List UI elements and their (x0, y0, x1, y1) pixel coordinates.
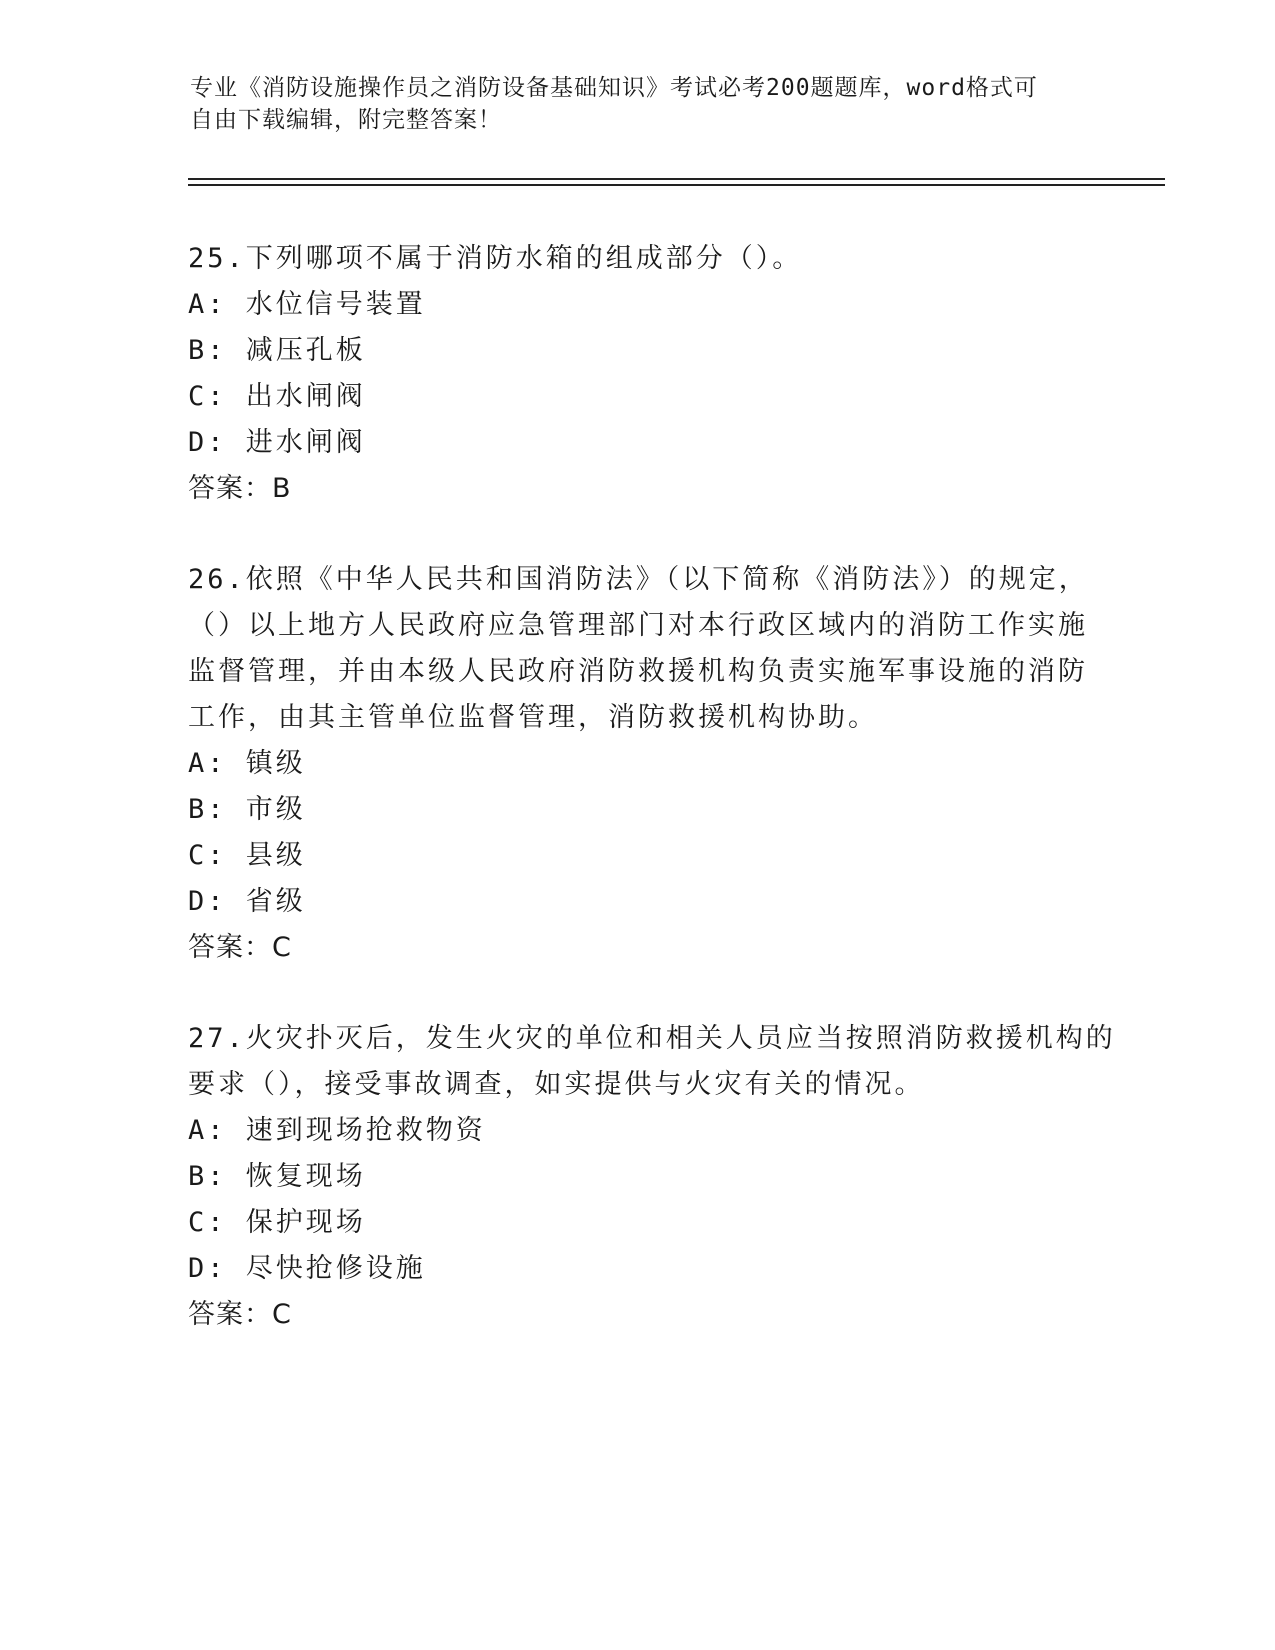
answer-line: 答案：C (188, 932, 292, 963)
question-stem-continued: 工作，由其主管单位监督管理，消防救援机构协助。 (188, 702, 878, 733)
header-divider-bottom (188, 184, 1165, 186)
option-c: C: 出水闸阀 (188, 381, 366, 412)
option-b: B: 市级 (188, 794, 306, 825)
question-stem-continued: （）以上地方人民政府应急管理部门对本行政区域内的消防工作实施 (188, 610, 1088, 641)
option-d: D: 进水闸阀 (188, 427, 366, 458)
option-d: D: 尽快抢修设施 (188, 1253, 426, 1284)
option-b: B: 恢复现场 (188, 1161, 366, 1192)
question-stem-continued: 监督管理，并由本级人民政府消防救援机构负责实施军事设施的消防 (188, 656, 1088, 687)
question-stem-continued: 要求（），接受事故调查，如实提供与火灾有关的情况。 (188, 1069, 925, 1100)
document-header (190, 72, 1090, 136)
header-line-1: 专业《消防设施操作员之消防设备基础知识》考试必考200题题库，word格式可 (190, 75, 1038, 101)
question-27 (188, 1016, 1116, 1338)
question-stem: 27.火灾扑灭后，发生火灾的单位和相关人员应当按照消防救援机构的 (188, 1023, 1116, 1054)
question-stem: 26.依照《中华人民共和国消防法》（以下简称《消防法》）的规定， (188, 564, 1089, 595)
option-d: D: 省级 (188, 886, 306, 917)
question-25 (188, 236, 1088, 512)
option-a: A: 镇级 (188, 748, 306, 779)
option-a: A: 水位信号装置 (188, 289, 426, 320)
answer-line: 答案：B (188, 473, 292, 504)
header-divider-top (188, 178, 1165, 180)
header-line-2: 自由下载编辑，附完整答案！ (190, 107, 502, 133)
option-b: B: 减压孔板 (188, 335, 366, 366)
option-c: C: 保护现场 (188, 1207, 366, 1238)
option-c: C: 县级 (188, 840, 306, 871)
option-a: A: 速到现场抢救物资 (188, 1115, 486, 1146)
answer-line: 答案：C (188, 1299, 292, 1330)
question-26 (188, 557, 1088, 971)
question-stem: 25.下列哪项不属于消防水箱的组成部分（）。 (188, 243, 803, 274)
